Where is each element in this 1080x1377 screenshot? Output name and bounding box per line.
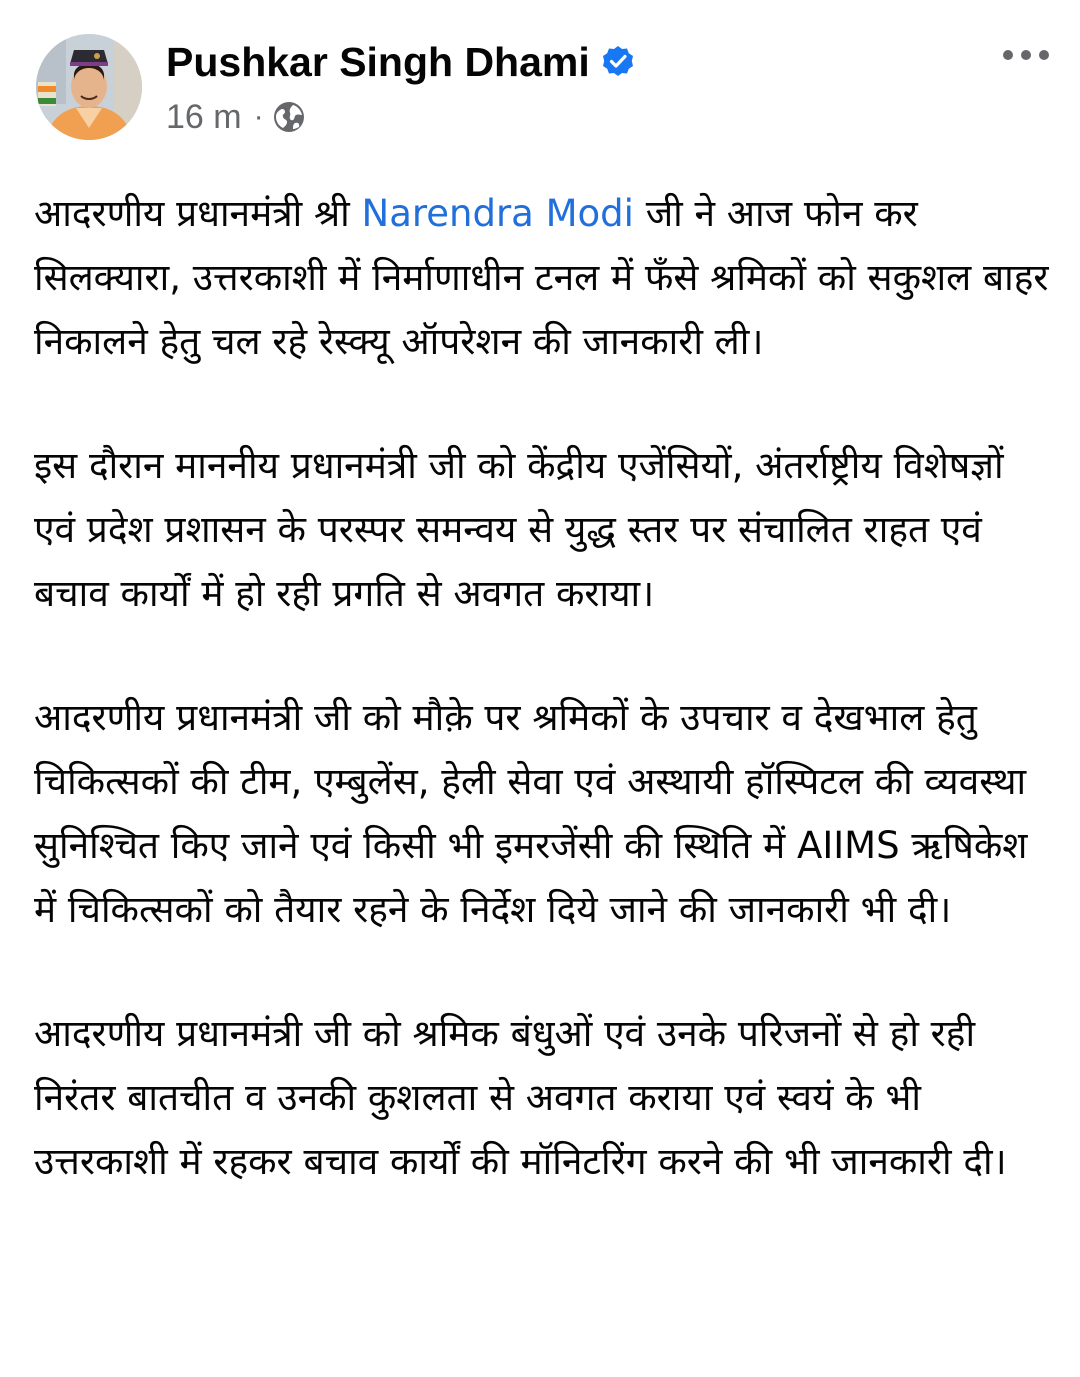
more-options-icon bbox=[1002, 49, 1050, 61]
post-time[interactable]: 16 m bbox=[166, 98, 242, 136]
mention-link[interactable]: Narendra Modi bbox=[361, 192, 634, 235]
author-avatar[interactable] bbox=[36, 34, 142, 140]
profile-photo bbox=[36, 34, 142, 140]
post-header bbox=[0, 0, 1080, 160]
meta-separator: · bbox=[253, 100, 264, 133]
paragraph-text: जी ने आज फोन कर सिलक्यारा, उत्तरकाशी में निर्माणाधीन टनल में फँसे श्रमिकों को सकुशल बाहर निकालने हेतु चल रहे रेस्क्यू ऑपरेशन की जानकारी ली। bbox=[34, 192, 1049, 363]
post-body bbox=[34, 182, 1050, 1254]
post-paragraph bbox=[34, 182, 1050, 374]
post-paragraph: आदरणीय प्रधानमंत्री जी को श्रमिक बंधुओं एवं उनके परिजनों से हो रही निरंतर बातचीत व उनकी कुशलता से अवगत कराया एवं स्वयं के भी उत्तरकाशी में रहकर बचाव कार्यों की मॉनिटरिंग करने की भी जानकारी दी। bbox=[34, 1012, 1007, 1183]
verified-badge-icon bbox=[600, 44, 636, 80]
globe-icon[interactable] bbox=[272, 100, 306, 134]
author-row bbox=[166, 38, 636, 86]
more-options-button[interactable] bbox=[1000, 38, 1052, 72]
post-meta bbox=[166, 96, 306, 138]
post-paragraph: इस दौरान माननीय प्रधानमंत्री जी को केंद्रीय एजेंसियों, अंतर्राष्ट्रीय विशेषज्ञों एवं प्रदेश प्रशासन के परस्पर समन्वय से युद्ध स्तर पर संचालित राहत एवं बचाव कार्यों में हो रही प्रगति से अवगत कराया। bbox=[34, 444, 1004, 615]
author-name[interactable]: Pushkar Singh Dhami bbox=[166, 39, 590, 85]
paragraph-text: आदरणीय प्रधानमंत्री श्री bbox=[34, 192, 362, 235]
post-paragraph: आदरणीय प्रधानमंत्री जी को मौक़े पर श्रमिकों के उपचार व देखभाल हेतु चिकित्सकों की टीम, एम्बुलेंस, हेली सेवा एवं अस्थायी हॉस्पिटल की व्यवस्था सुनिश्चित किए जाने एवं किसी भी इमरजेंसी की स्थिति में AIIMS ऋषिकेश में चिकित्सकों को तैयार रहने के निर्देश दिये जाने की जानकारी भी दी। bbox=[34, 696, 1028, 931]
